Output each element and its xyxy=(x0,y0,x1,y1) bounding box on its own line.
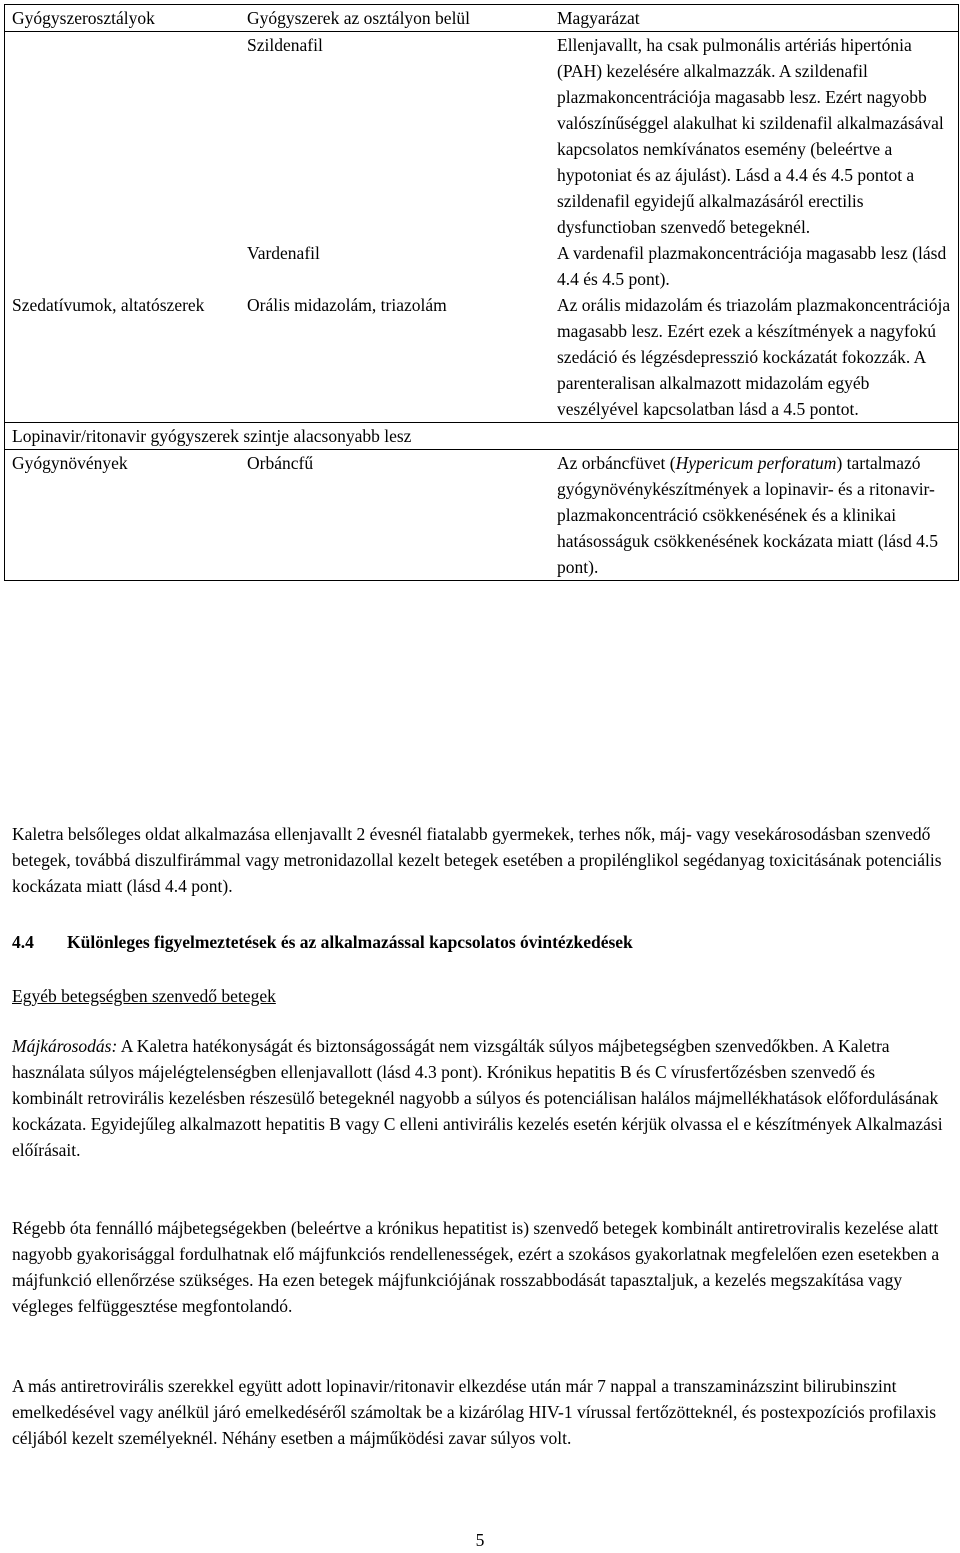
cell-drug: Szildenafil xyxy=(247,35,323,55)
cell-note: A vardenafil plazmakoncentrációja magasabb lesz (lásd 4.4 és 4.5 pont). xyxy=(550,240,959,292)
table-header-row xyxy=(5,5,959,32)
table-row xyxy=(5,240,959,292)
cell-class: Gyógynövények xyxy=(5,450,241,581)
subheading xyxy=(12,983,948,1009)
section-number: 4.4 xyxy=(12,932,34,952)
cell-note: Ellenjavallt, ha csak pulmonális artériás hipertónia (PAH) kezelésére alkalmazzák. A szildenafil plazmakoncentrációja magasabb lesz. Ezért nagyobb valószínűséggel alakulhat ki szildenafil alkalmazásával kapcsolatos nemkívánatos esemény (beleértve a hypotoniat és az ájulást). Lásd a 4.4 és 4.5 pontot a szildenafil egyidejű alkalmazásáról erectilis dysfunctioban szenvedő betegeknél. xyxy=(550,32,959,241)
subheading-text: Egyéb betegségben szenvedő betegek xyxy=(12,986,276,1006)
paragraph-liver xyxy=(12,1033,948,1163)
cell-drug: Orbáncfű xyxy=(240,450,550,581)
table-row xyxy=(5,32,959,241)
cell-class: Szedatívumok, altatószerek xyxy=(5,292,241,423)
cell-note xyxy=(550,450,959,581)
paragraph-text: Kaletra belsőleges oldat alkalmazása ellenjavallt 2 évesnél fiatalabb gyermekek, terhes nők, máj- vagy vesekárosodásban szenvedő betegek, továbbá diszulfirámmal vagy metronidazollal kezelt betegek esetében a propilénglikol segédanyag toxicitásának potenciális kockázata miatt (lásd 4.4 pont). xyxy=(12,824,942,896)
cell-drug: Vardenafil xyxy=(247,243,320,263)
interaction-table xyxy=(4,4,959,581)
header-drug-class: Gyógyszerosztályok xyxy=(5,5,241,32)
paragraph-kaletra xyxy=(12,821,948,899)
paragraph-text: A Kaletra hatékonyságát és biztonságosságát nem vizsgálták súlyos májbetegségben szenvedőkben. A Kaletra használata súlyos májelégtelenségben ellenjavallott (lásd 4.3 pont). Krónikus hepatitis B és C vírusfertőzésben szenvedő és kombinált retrovirális kezelésben részesülő betegeknél nagyobb a súlyos és potenciálisan halálos májmellékhatások előfordulásának kockázata. Egyidejűleg alkalmazott hepatitis B vagy C elleni antivirális kezelés esetén kérjük olvassa el e készítmények Alkalmazási előírásait. xyxy=(12,1036,943,1160)
header-drugs-in-class: Gyógyszerek az osztályon belül xyxy=(240,5,550,32)
note-text: ) tartalmazó gyógynövénykészítmények a lopinavir- és a ritonavir-plazmakoncentráció csökkenésének és a klinikai hatásosságuk csökkenésének kockázata miatt (lásd 4.5 pont). xyxy=(557,453,938,577)
table-row xyxy=(5,292,959,423)
paragraph-text: A más antiretrovirális szerekkel együtt adott lopinavir/ritonavir elkezdése után már 7 nappal a transzaminázszint bilirubinszint emelkedésével vagy anélkül járó emelkedéséről számoltak be a kizárólag HIV-1 vírussal fertőzötteknél, és postexpozíciós profilaxis céljából kezelt személyeknél. Néhány esetben a májműködési zavar súlyos volt. xyxy=(12,1376,937,1448)
cell-class xyxy=(5,240,241,292)
paragraph-text: Régebb óta fennálló májbetegségekben (beleértve a krónikus hepatitist is) szenvedő betegek kombinált antiretroviralis kezelése alatt nagyobb gyakorisággal fordulhatnak elő májfunkciós rendellenességek, ezért a szokásos gyakorlatnak megfelelően ezen esetekben a májfunkció ellenőrzése szükséges. Ha ezen betegek májfunkciójának rosszabbodását tapasztaljuk, a kezelés megszakítása vagy végleges felfüggesztése megfontolandó. xyxy=(12,1218,940,1316)
cell-drug: Orális midazolám, triazolám xyxy=(247,295,447,315)
header-explanation: Magyarázat xyxy=(550,5,959,32)
paragraph-label: Májkárosodás: xyxy=(12,1036,118,1056)
cell-class xyxy=(5,32,241,241)
cell-note: Az orális midazolám és triazolám plazmakoncentrációja magasabb lesz. Ezért ezek a készítmények a nagyfokú szedáció és légzésdepresszió kockázatát fokozzák. A parenteralisan alkalmazott midazolám egyéb veszélyével kapcsolatban lásd a 4.5 pontot. xyxy=(550,292,959,423)
table-span-row xyxy=(5,423,959,450)
span-row-label: Lopinavir/ritonavir gyógyszerek szintje alacsonyabb lesz xyxy=(5,423,959,450)
table-row xyxy=(5,450,959,581)
section-title: Különleges figyelmeztetések és az alkalmazással kapcsolatos óvintézkedések xyxy=(67,932,633,952)
note-text: Az orbáncfüvet ( xyxy=(557,453,676,473)
section-heading xyxy=(12,929,948,955)
page-number: 5 xyxy=(475,1530,485,1550)
paragraph-transaminase xyxy=(12,1373,948,1451)
paragraph-chronic xyxy=(12,1215,948,1319)
note-italic-latin-name: Hypericum perforatum xyxy=(675,453,837,473)
